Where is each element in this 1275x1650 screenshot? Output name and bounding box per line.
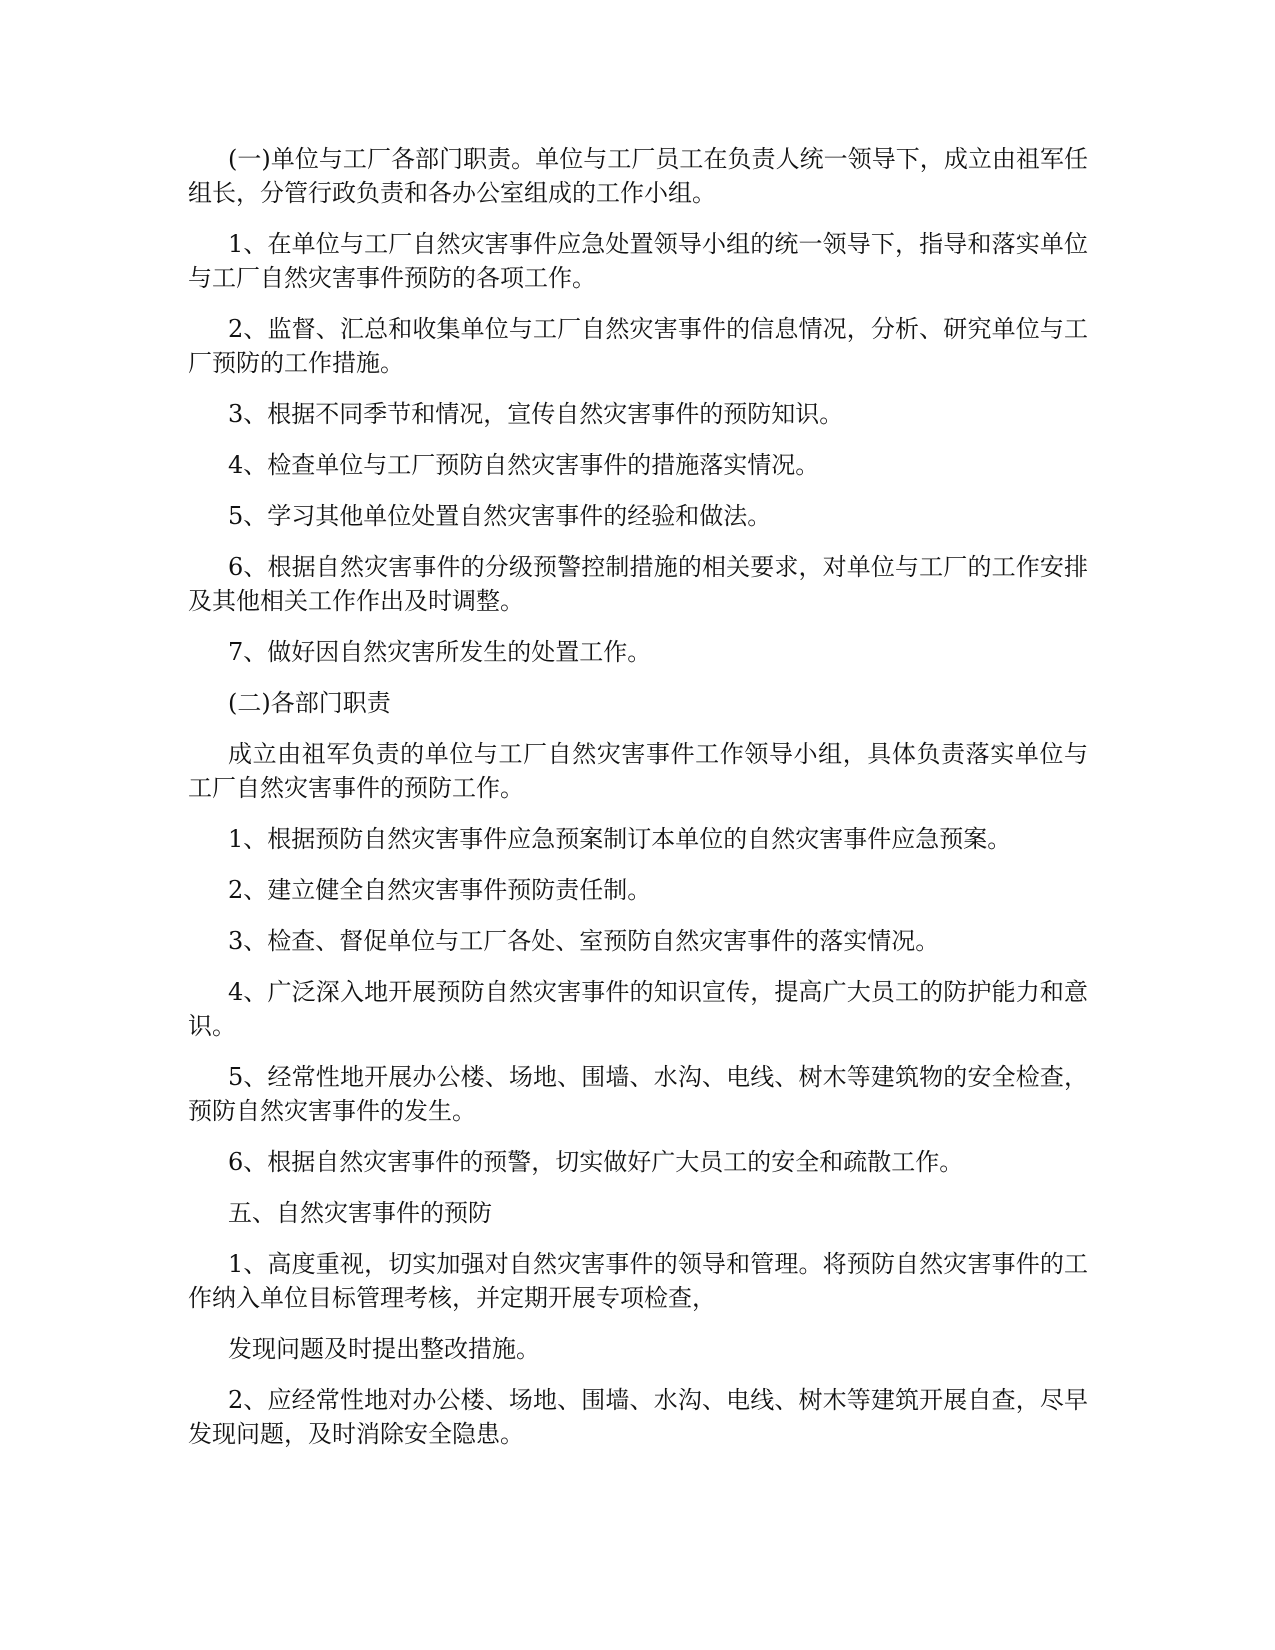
paragraph-prevention-1-continued: 发现问题及时提出整改措施。 (228, 1335, 540, 1363)
paragraph-dept-duty-4: 4、广泛深入地开展预防自然灾害事件的知识宣传，提高广大员工的防护能力和意识。 (188, 978, 1088, 1040)
document-body (188, 142, 1088, 1468)
paragraph-duty-1: 1、在单位与工厂自然灾害事件应急处置领导小组的统一领导下，指导和落实单位与工厂自然灾害事件预防的各项工作。 (188, 230, 1088, 292)
paragraph-prevention-2: 2、应经常性地对办公楼、场地、围墙、水沟、电线、树木等建筑开展自查，尽早发现问题，及时消除安全隐患。 (188, 1386, 1088, 1448)
paragraph-section-two-intro: 成立由祖军负责的单位与工厂自然灾害事件工作领导小组，具体负责落实单位与工厂自然灾害事件的预防工作。 (188, 740, 1088, 802)
paragraph-duty-5: 5、学习其他单位处置自然灾害事件的经验和做法。 (228, 502, 772, 530)
paragraph-section-one-heading: (一)单位与工厂各部门职责。单位与工厂员工在负责人统一领导下，成立由祖军任组长，分管行政负责和各办公室组成的工作小组。 (188, 145, 1088, 207)
paragraph-dept-duty-6: 6、根据自然灾害事件的预警，切实做好广大员工的安全和疏散工作。 (228, 1148, 964, 1176)
paragraph-duty-6: 6、根据自然灾害事件的分级预警控制措施的相关要求，对单位与工厂的工作安排及其他相关工作作出及时调整。 (188, 553, 1088, 615)
paragraph-duty-7: 7、做好因自然灾害所发生的处置工作。 (228, 638, 652, 666)
paragraph-prevention-1: 1、高度重视，切实加强对自然灾害事件的领导和管理。将预防自然灾害事件的工作纳入单位目标管理考核，并定期开展专项检查， (188, 1250, 1088, 1312)
paragraph-dept-duty-5: 5、经常性地开展办公楼、场地、围墙、水沟、电线、树木等建筑物的安全检查，预防自然灾害事件的发生。 (188, 1063, 1088, 1125)
section-five-heading: 五、自然灾害事件的预防 (228, 1199, 492, 1227)
paragraph-dept-duty-1: 1、根据预防自然灾害事件应急预案制订本单位的自然灾害事件应急预案。 (228, 825, 1012, 853)
paragraph-dept-duty-3: 3、检查、督促单位与工厂各处、室预防自然灾害事件的落实情况。 (228, 927, 940, 955)
paragraph-duty-3: 3、根据不同季节和情况，宣传自然灾害事件的预防知识。 (228, 400, 844, 428)
section-two-heading: (二)各部门职责 (228, 689, 391, 717)
paragraph-duty-4: 4、检查单位与工厂预防自然灾害事件的措施落实情况。 (228, 451, 820, 479)
paragraph-dept-duty-2: 2、建立健全自然灾害事件预防责任制。 (228, 876, 652, 904)
paragraph-duty-2: 2、监督、汇总和收集单位与工厂自然灾害事件的信息情况，分析、研究单位与工厂预防的工作措施。 (188, 315, 1088, 377)
